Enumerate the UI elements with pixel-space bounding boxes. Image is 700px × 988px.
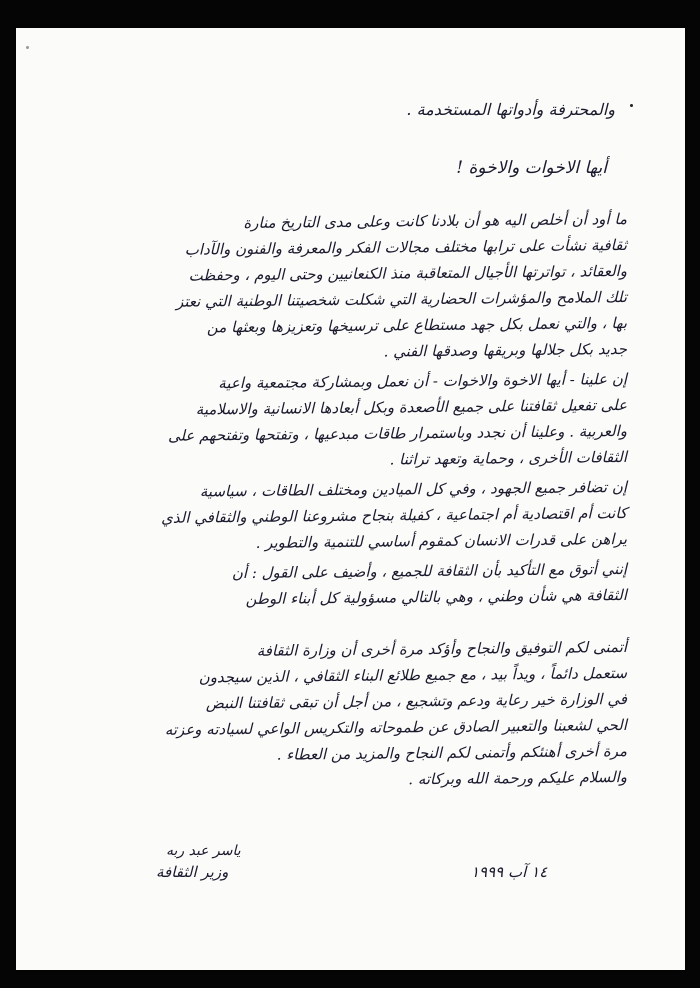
paragraph-1-line-2: ثقافية نشأت على ترابها مختلف مجالات الفكر والمعرفة والفنون والآداب — [184, 236, 628, 259]
paragraph-1-line-4: تلك الملامح والمؤشرات الحضارية التي شكلت شخصيتنا الوطنية التي نعتز — [175, 288, 628, 311]
paragraph-1-line-1: ما أود أن أخلص اليه هو أن بلادنا كانت وعلى مدى التاريخ منارة — [243, 210, 628, 233]
signature-title: وزير الثقافة — [156, 863, 229, 881]
paragraph-5-line-6: والسلام عليكم ورحمة الله وبركاته . — [408, 768, 628, 789]
paragraph-1-line-3: والعقائد ، تواترتها الأجيال المتعاقبة منذ الكنعانيين وحتى اليوم ، وحفظت — [188, 262, 628, 285]
paragraph-4-line-2: الثقافة هي شأن وطني ، وهي بالتالي مسؤولية كل أبناء الوطن — [245, 586, 628, 608]
paragraph-2-line-1: إن علينا - أيها الاخوة والاخوات - أن نعمل وبمشاركة مجتمعية واعية — [218, 370, 628, 393]
paragraph-3-line-1: إن تضافر جميع الجهود ، وفي كل الميادين ومختلف الطاقات ، سياسية — [199, 478, 628, 501]
paragraph-3-line-3: يراهن على قدرات الانسان كمقوم أساسي للتنمية والتطوير . — [255, 530, 628, 552]
paragraph-5-line-3: في الوزارة خير رعاية ودعم وتشجيع ، من أجل أن تبقى ثقافتنا النبض — [205, 690, 628, 713]
paragraph-2-line-2: على تفعيل ثقافتنا على جميع الأصعدة وبكل أبعادها الانسانية والاسلامية — [195, 396, 628, 419]
opening-line: والمحترفة وأدواتها المستخدمة . — [406, 100, 615, 119]
bullet-dot — [630, 104, 633, 107]
paragraph-2-line-4: الثقافات الأخرى ، وحماية وتعهد تراثنا . — [389, 448, 628, 469]
paragraph-5-line-5: مرة أخرى أهنئكم وأتمنى لكم النجاح والمزيد من العطاء . — [276, 742, 628, 764]
signature-name: ياسر عبد ربه — [166, 843, 241, 859]
paragraph-1-line-6: جديد بكل جلالها وبريقها وصدقها الفني . — [383, 340, 628, 361]
paragraph-2-line-3: والعربية . وعلينا أن نجدد وباستمرار طاقات مبدعيها ، وتفتحها وتفتحهم على — [167, 422, 628, 445]
paragraph-3-line-2: كانت أم اقتصادية أم اجتماعية ، كفيلة بنجاح مشروعنا الوطني والثقافي الذي — [161, 504, 628, 527]
letter-page — [16, 28, 685, 970]
letter-date: ١٤ آب ١٩٩٩ — [471, 863, 548, 881]
paragraph-5-line-1: أتمنى لكم التوفيق والنجاح وأؤكد مرة أخرى أن وزارة الثقافة — [256, 638, 628, 660]
salutation: أيها الاخوات والاخوة ! — [456, 158, 607, 178]
paragraph-4-line-1: إنني أتوق مع التأكيد بأن الثقافة للجميع ، وأضيف على القول : أن — [231, 560, 628, 583]
paragraph-1-line-5: بها ، والتي نعمل بكل جهد مستطاع على ترسيخها وتعزيزها وبعثها من — [206, 314, 628, 337]
paragraph-5-line-4: الحي لشعبنا والتعبير الصادق عن طموحاته والتكريس الواعي لسيادته وعزته — [164, 716, 628, 739]
paragraph-5-line-2: ستعمل دائماً ، ويداً بيد ، مع جميع طلائع البناء الثقافي ، الذين سيجدون — [198, 664, 628, 687]
paper-speck — [26, 46, 29, 49]
